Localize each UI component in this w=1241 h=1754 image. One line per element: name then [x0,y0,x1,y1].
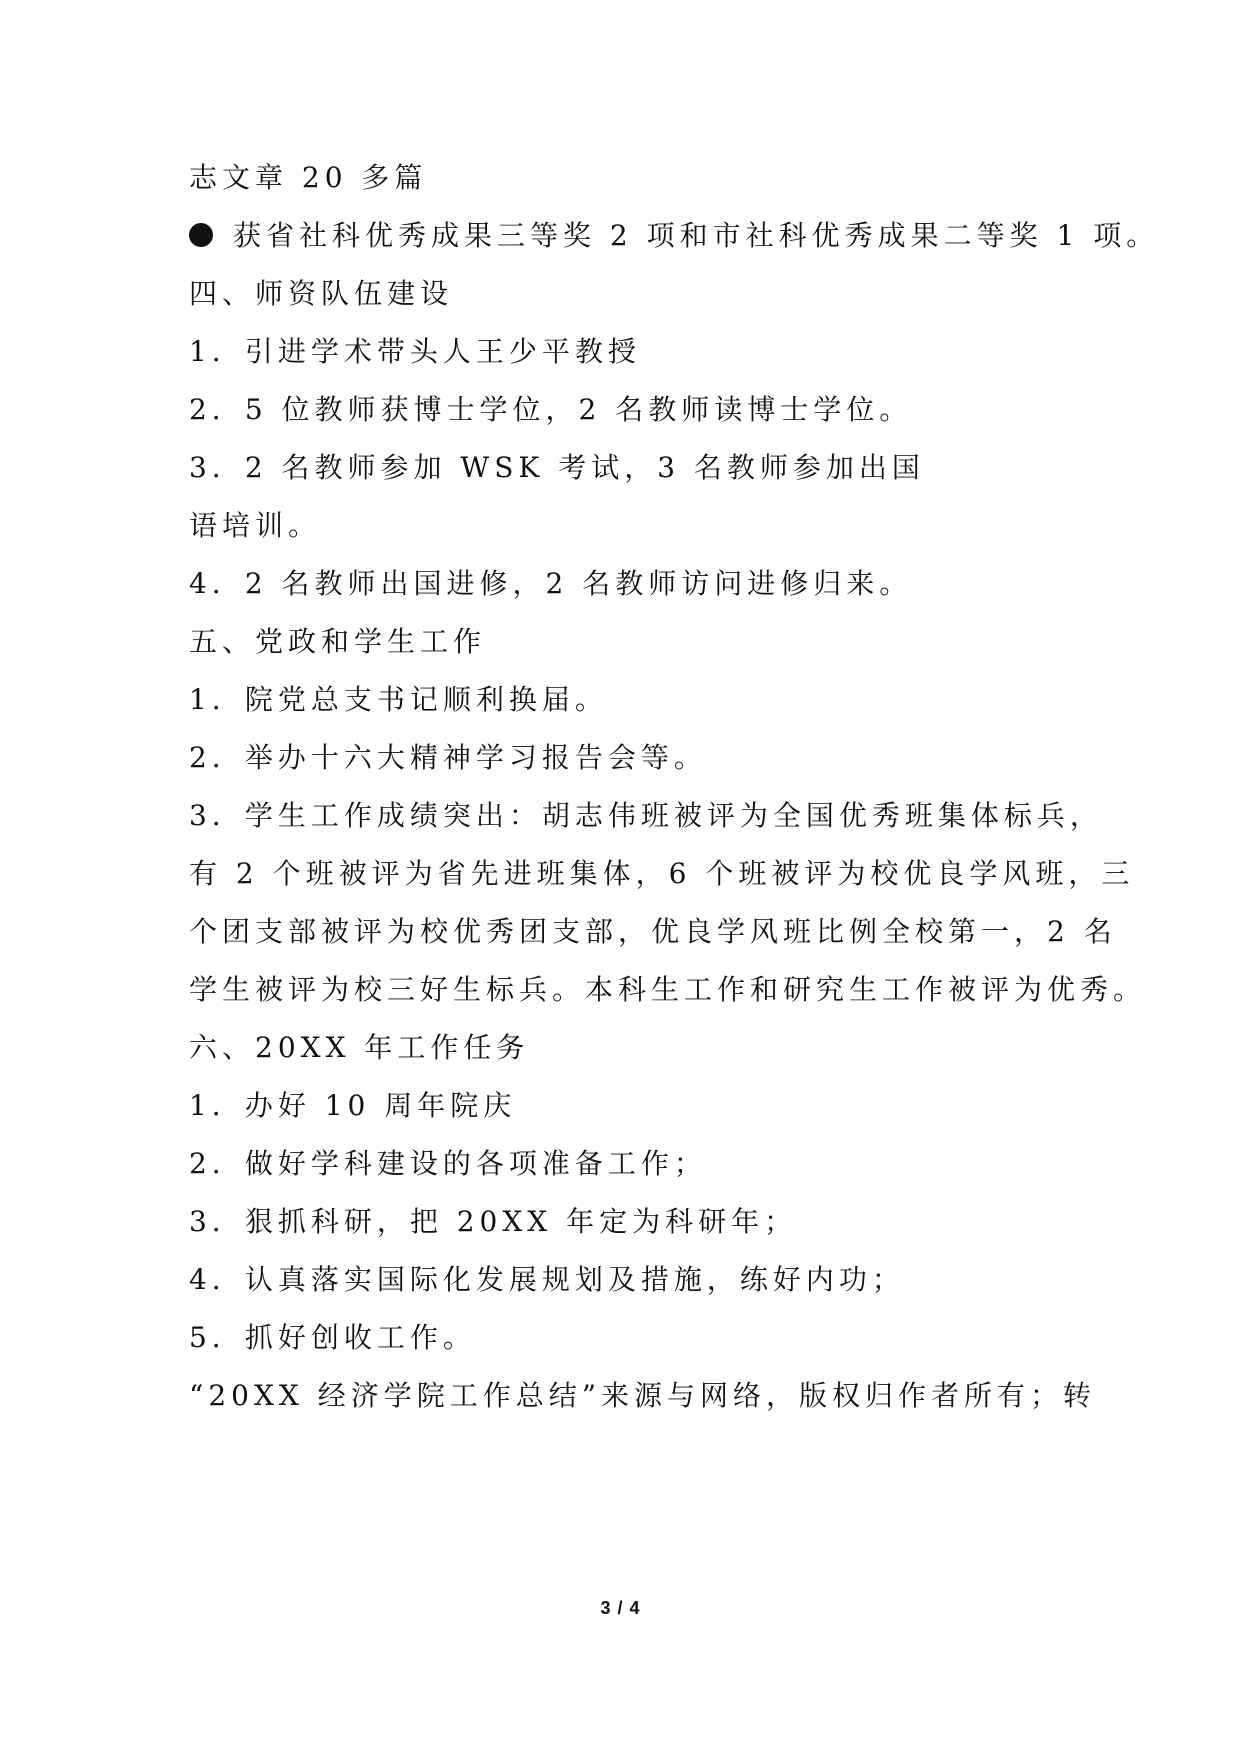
text-line: 个团支部被评为校优秀团支部，优良学风班比例全校第一，2 名 [189,915,1117,948]
source-note: “20XX 经济学院工作总结”来源与网络，版权归作者所有；转 [189,1379,1097,1412]
list-item: 2．5 位教师获博士学位，2 名教师读博士学位。 [189,393,913,426]
bullet-icon [189,223,213,247]
list-item: 3．狠抓科研，把 20XX 年定为科研年； [189,1205,798,1238]
list-item: 2．举办十六大精神学习报告会等。 [189,741,707,774]
page-number: 3 / 4 [600,1598,641,1618]
list-item: 5．抓好创收工作。 [189,1321,476,1354]
text-line: 学生被评为校三好生标兵。本科生工作和研究生工作被评为优秀。 [189,973,1147,1006]
section-heading: 五、党政和学生工作 [189,625,487,658]
bullet-list-item [189,216,1159,256]
list-item: 4．2 名教师出国进修，2 名教师访问进修归来。 [189,567,913,600]
section-heading: 四、师资队伍建设 [189,277,454,310]
text-line: 志文章 20 多篇 [189,161,428,194]
list-item: 2．做好学科建设的各项准备工作； [189,1147,707,1180]
text-line: 有 2 个班被评为省先进班集体，6 个班被评为校优良学风班，三 [189,857,1135,890]
bullet-text: 获省社科优秀成果三等奖 2 项和市社科优秀成果二等奖 1 项。 [233,219,1160,252]
list-item: 1．院党总支书记顺利换届。 [189,683,608,716]
list-item: 3．2 名教师参加 WSK 考试，3 名教师参加出国 [189,451,925,484]
text-line: 语培训。 [189,509,322,542]
list-item: 3．学生工作成绩突出：胡志伟班被评为全国优秀班集体标兵， [189,799,1103,832]
list-item: 1．引进学术带头人王少平教授 [189,335,641,368]
list-item: 4．认真落实国际化发展规划及措施，练好内功； [189,1263,905,1296]
section-heading: 六、20XX 年工作任务 [189,1031,530,1064]
list-item: 1．办好 10 周年院庆 [189,1089,517,1122]
